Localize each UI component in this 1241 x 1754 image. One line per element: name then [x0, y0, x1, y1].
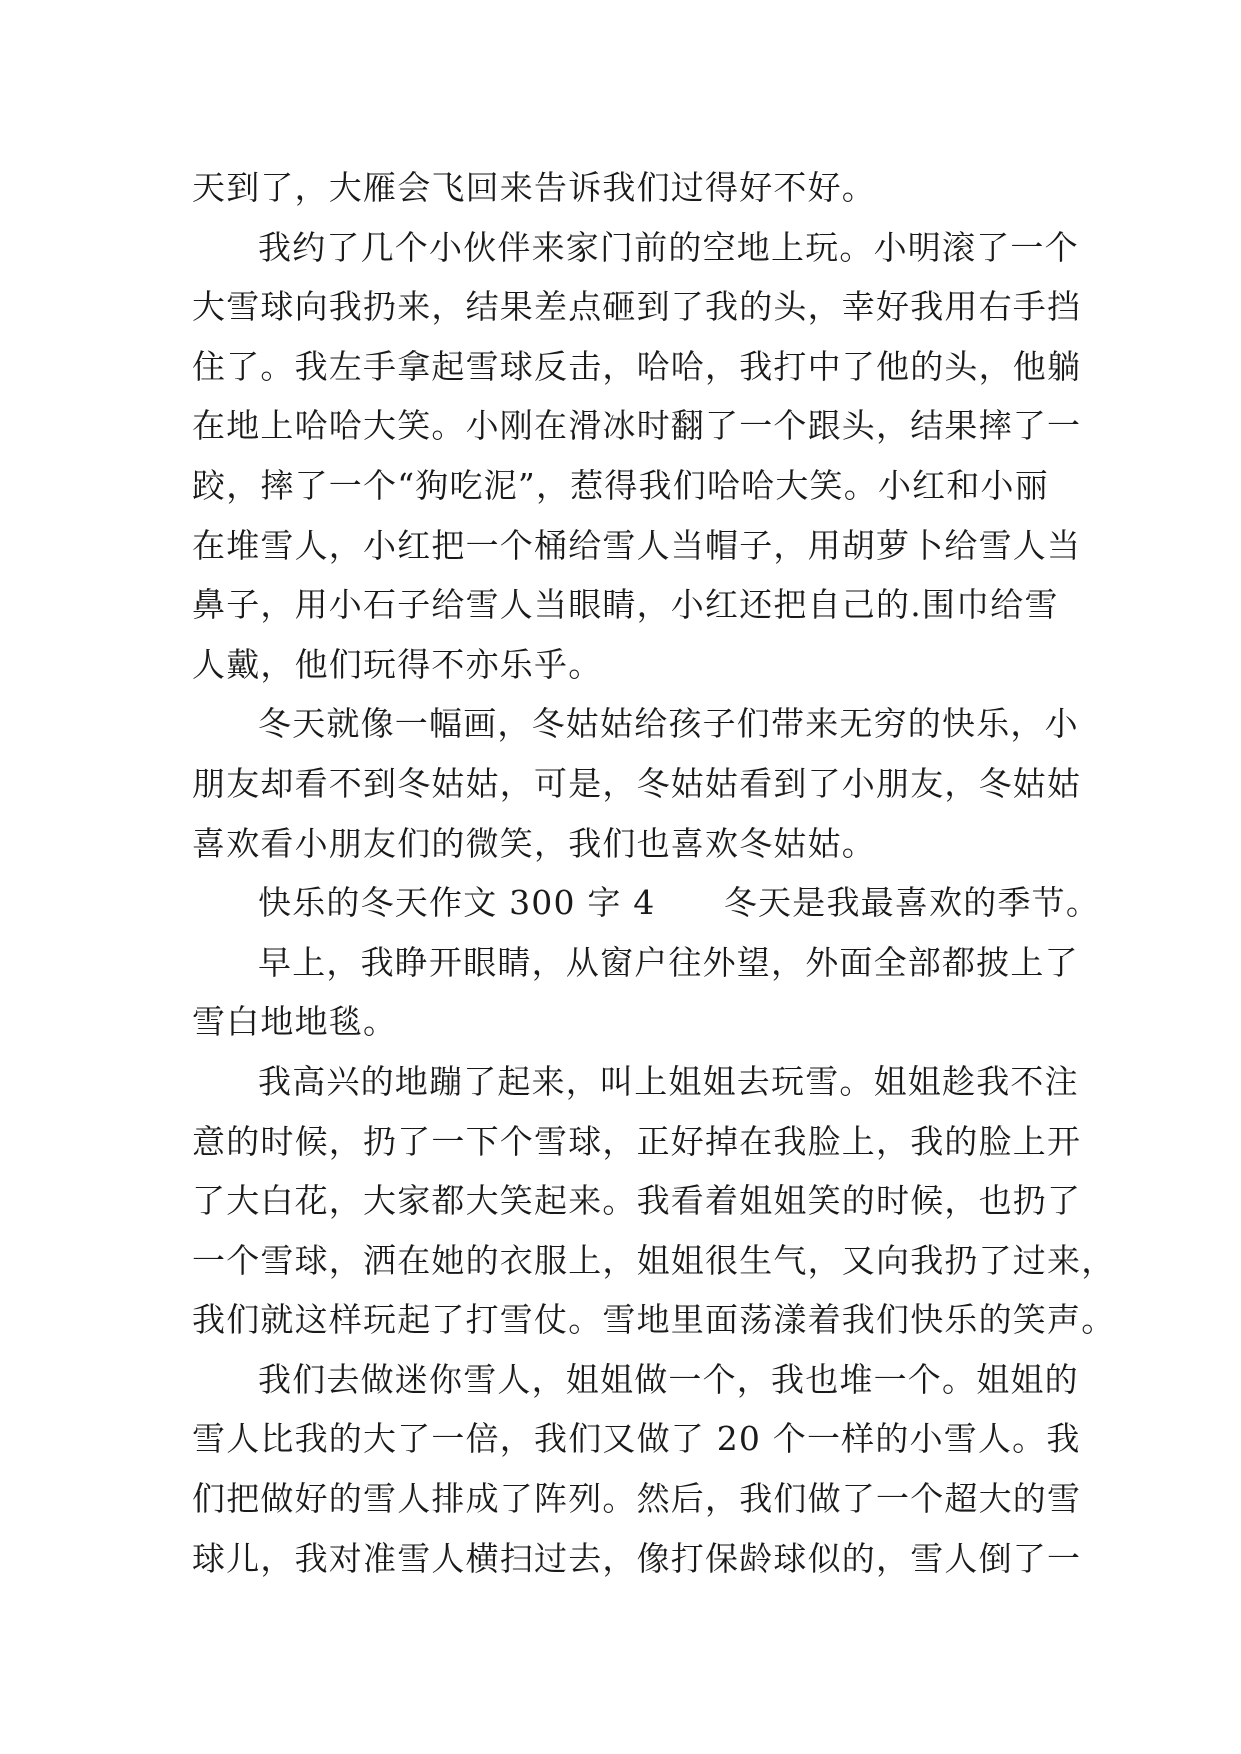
text-line: 一个雪球，洒在她的衣服上，姐姐很生气，又向我扔了过来，: [192, 1240, 1116, 1280]
text-line: 住了。我左手拿起雪球反击，哈哈，我打中了他的头，他躺: [192, 346, 1082, 386]
text-line: 我们就这样玩起了打雪仗。雪地里面荡漾着我们快乐的笑声。: [192, 1300, 1116, 1340]
text-line: 我约了几个小伙伴来家门前的空地上玩。小明滚了一个: [258, 227, 1079, 267]
text-line: 跤，摔了一个“狗吃泥”，惹得我们哈哈大笑。小红和小丽: [192, 465, 1049, 505]
text-line: 喜欢看小朋友们的微笑，我们也喜欢冬姑姑。: [192, 823, 876, 863]
text-line: 雪白地地毯。: [192, 1002, 398, 1042]
text-line: 了大白花，大家都大笑起来。我看着姐姐笑的时候，也扔了: [192, 1181, 1082, 1221]
text-line: 早上，我睁开眼睛，从窗户往外望，外面全部都披上了: [258, 942, 1079, 982]
text-line: 球儿，我对准雪人横扫过去，像打保龄球似的，雪人倒了一: [192, 1538, 1082, 1578]
text-line: 我们去做迷你雪人，姐姐做一个，我也堆一个。姐姐的: [258, 1359, 1079, 1399]
text-line: 意的时候，扔了一下个雪球，正好掉在我脸上，我的脸上开: [192, 1121, 1082, 1161]
text-line: 们把做好的雪人排成了阵列。然后，我们做了一个超大的雪: [192, 1479, 1082, 1519]
text-line: 人戴，他们玩得不亦乐乎。: [192, 644, 603, 684]
text-line: 鼻子，用小石子给雪人当眼睛，小红还把自己的.围巾给雪: [192, 585, 1059, 625]
text-line: 在堆雪人，小红把一个桶给雪人当帽子，用胡萝卜给雪人当: [192, 525, 1082, 565]
text-line: 朋友却看不到冬姑姑，可是，冬姑姑看到了小朋友，冬姑姑: [192, 763, 1082, 803]
text-line: 我高兴的地蹦了起来，叫上姐姐去玩雪。姐姐趁我不注: [258, 1061, 1079, 1101]
text-line: 冬天就像一幅画，冬姑姑给孩子们带来无穷的快乐，小: [258, 704, 1079, 744]
essay-text: [192, 158, 1116, 1588]
text-line: 天到了，大雁会飞回来告诉我们过得好不好。: [192, 168, 876, 207]
text-line: 雪人比我的大了一倍，我们又做了 20 个一样的小雪人。我: [192, 1419, 1081, 1459]
section-heading-line: 快乐的冬天作文 300 字 4 冬天是我最喜欢的季节。: [258, 883, 1101, 923]
text-line: 大雪球向我扔来，结果差点砸到了我的头，幸好我用右手挡: [192, 287, 1082, 327]
text-line: 在地上哈哈大笑。小刚在滑冰时翻了一个跟头，结果摔了一: [192, 406, 1082, 446]
